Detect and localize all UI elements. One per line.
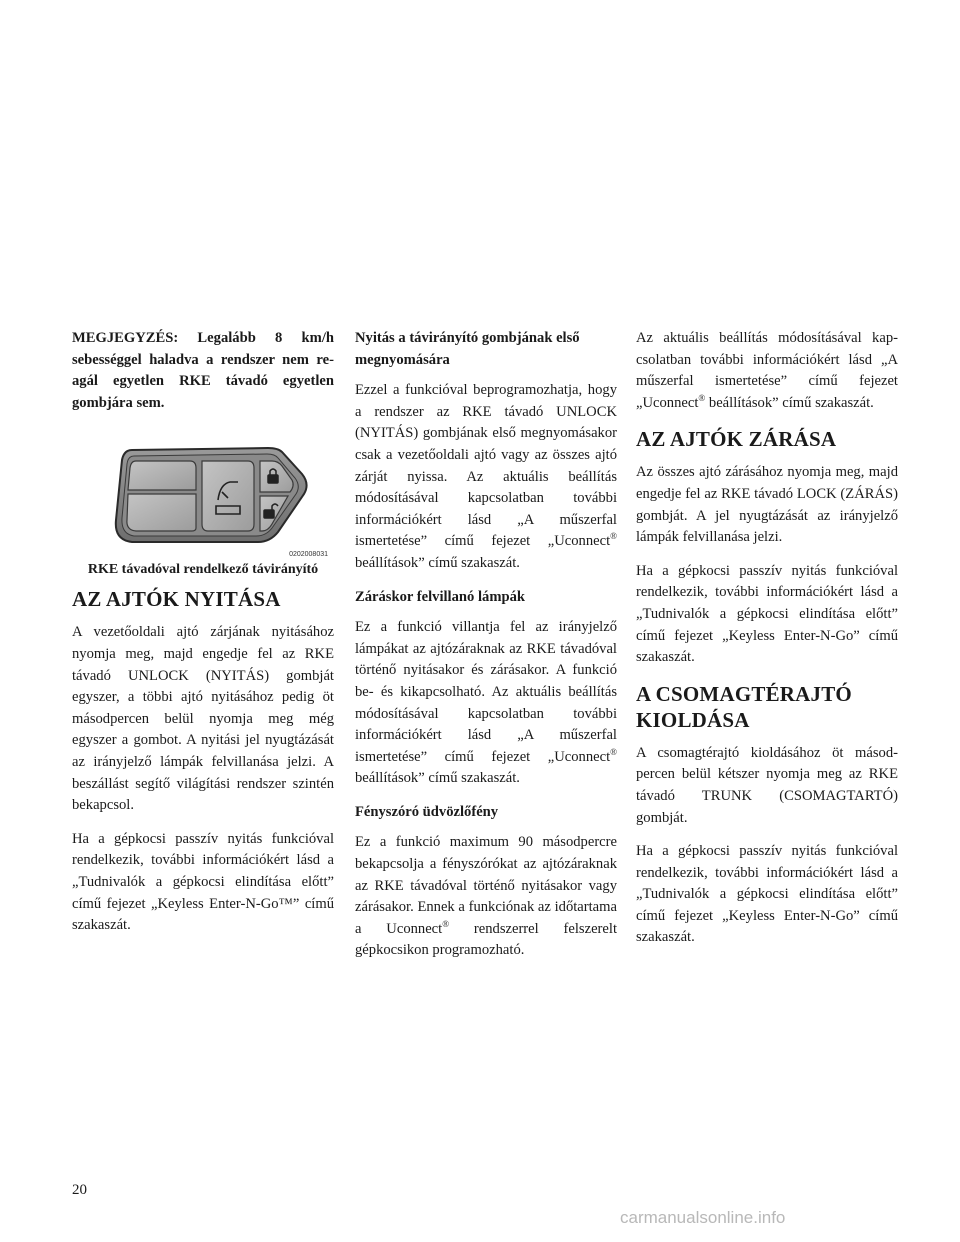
paragraph-headlight-welcome: Ez a funkció maximum 90 másodpercre bekapcsolja a fényszórókat az ajtózáraknak az RKE távadóval történő nyitásakor vagy zárásakor. Ennek a funkciónak az időtartama a Uconnect® rendszerrel felszerelt gépkocsikon programozható.	[355, 834, 617, 959]
paragraph-flash-lights: Ez a funkció villantja fel az irányjelző lámpákat az ajtózáraknak az RKE távadóval történő nyitásakor és zárásakor. A funkció be- és kikapcsolható. Az aktuális beállítás módosításával kapcsolatban további információkért lásd „A műszerfal ismertetése” című fejezet „Uconnect® beállítások” című szakaszát.	[355, 619, 617, 787]
page-number: 20	[72, 1182, 87, 1198]
paragraph-lock-procedure: Az összes ajtó zárásához nyomja meg, majd engedje fel az RKE távadó LOCK (ZÁRÁS) gombját. A jel nyugtázását az irányjelző lámpák felvillanása jelzi.	[636, 464, 898, 546]
key-fob-illustration	[72, 428, 334, 558]
paragraph-passive-entry-lock: Ha a gépkocsi passzív nyitás funkcióval rendelkezik, további információkért lásd a „Tudnivalók a gépkocsi elindítása előtt” című fejezet „Keyless Enter-N-Go” című szakaszát.	[636, 562, 898, 666]
column-right	[636, 328, 898, 961]
section-heading-unlocking: AZ AJTÓK NYITÁSA	[72, 587, 281, 612]
paragraph-first-press: Ezzel a funkcióval beprogramozhatja, hogy a rendszer az RKE távadó UNLOCK (NYITÁS) gombjának első megnyomásakor csak a vezetőoldali ajtó vagy az összes ajtó zárját nyissa. Az aktuális beállítás módosításával kapcsolatban további információkért lásd „A műszerfal ismertetése” című fejezet „Uconnect® beállítások” című szakaszát.	[355, 382, 617, 571]
key-fob-figure	[72, 428, 334, 558]
paragraph-trunk-release: A csomagtérajtó kioldásához öt másodpercen belül kétszer nyomja meg az RKE távadó TRUNK (CSOMAGTARTÓ) gombját.	[636, 744, 898, 826]
section-heading-locking: AZ AJTÓK ZÁRÁSA	[636, 427, 837, 452]
subheading-first-press: Nyitás a távirányító gombjának első megnyomására	[355, 330, 580, 368]
paragraph-setting-change: Az aktuális beállítás módosításával kapcsolatban további információkért lásd „A műszerfal ismertetése” című fejezet „Uconnect® beállítások” című szakaszát.	[636, 330, 898, 411]
column-middle	[355, 328, 617, 974]
note-paragraph: MEGJEGYZÉS: Legalább 8 km/h sebességgel haladva a rendszer nem reagál egyetlen RKE távadó egyetlen gombjára sem.	[72, 330, 334, 411]
figure-caption: RKE távadóval rendelkező távirányító	[87, 562, 319, 578]
column-left	[72, 328, 334, 949]
section-heading-trunk: A CSOMAGTÉRAJTÓ KIOLDÁSA	[636, 681, 852, 732]
subheading-flash-lights: Záráskor felvillanó lámpák	[355, 588, 526, 605]
subheading-headlight-welcome: Fényszóró üdvözlőfény	[355, 803, 499, 820]
paragraph-unlock-procedure: A vezetőoldali ajtó zárjának nyitásához nyomja meg, majd engedje fel az RKE távadó UNLOCK (NYITÁS) gombját egyszer, a többi ajtó nyitásához pedig öt másodpercen belül nyomja meg még egyszer a gombot. A nyitási jel nyugtázását az irányjelző lámpák felvillanása jelzi. A beszállást segítő világítási rendszer szintén bekapcsol.	[72, 624, 334, 814]
watermark: carmanualsonline.info	[620, 1208, 786, 1227]
paragraph-passive-entry: Ha a gépkocsi passzív nyitás funkcióval rendelkezik, további információkért lásd a „Tudnivalók a gépkocsi elindítása előtt” című fejezet „Keyless Enter-N-Go™” című szakaszát.	[72, 830, 334, 934]
paragraph-passive-entry-trunk: Ha a gépkocsi passzív nyitás funkcióval rendelkezik, további információkért lásd a „Tudnivalók a gépkocsi elindítása előtt” című fejezet „Keyless Enter-N-Go” című szakaszát.	[636, 843, 898, 946]
figure-code: 0202008031	[289, 551, 328, 559]
